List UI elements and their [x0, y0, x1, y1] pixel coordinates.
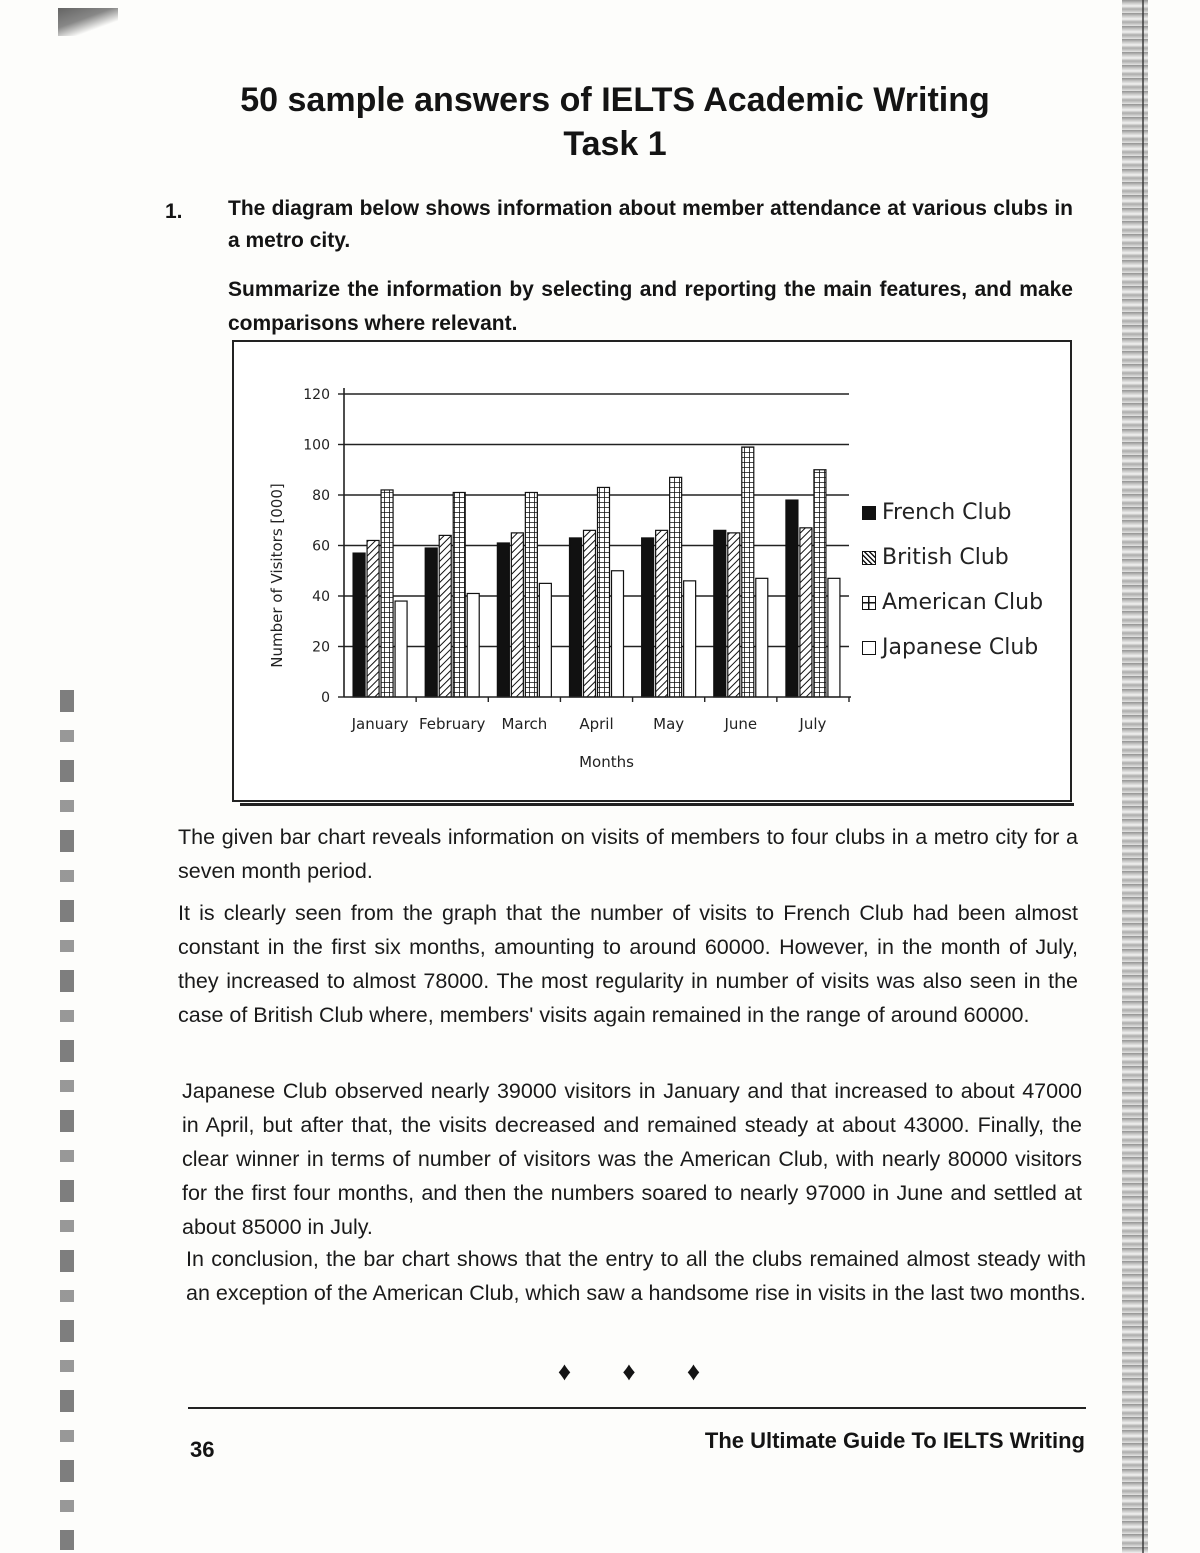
bar-french-club-march: [497, 543, 509, 697]
question-text: The diagram below shows information about member attendance at various clubs in a metro city.: [228, 197, 1073, 252]
footer-rule: [188, 1407, 1086, 1409]
legend-item-japanese-club: [862, 625, 1043, 670]
footer-book-title: The Ultimate Guide To IELTS Writing: [704, 1428, 1085, 1453]
bar-british-club-june: [728, 533, 740, 697]
bar-japanese-club-april: [612, 571, 624, 697]
chart-frame: [232, 340, 1072, 802]
legend-swatch-american-club: [862, 596, 876, 610]
y-tick-label: 100: [303, 437, 330, 454]
x-tick-label: January: [351, 715, 409, 733]
bar-american-club-january: [381, 490, 393, 697]
legend-label: Japanese Club: [882, 635, 1039, 660]
bar-british-club-may: [656, 530, 668, 697]
bar-french-club-april: [570, 538, 582, 697]
legend-label: British Club: [882, 545, 1009, 570]
x-tick-label: April: [579, 715, 614, 733]
scan-artifact-left-edge: [60, 690, 74, 1550]
answer-paragraph-3: Japanese Club observed nearly 39000 visitors in January and that increased to about 47000 in April, but after that, the visits decreased and remained steady at about 43000. Finally, the clear winner in terms of number of visitors was the American Club, with nearly 80000 visitors for the first four months, and then the numbers soared to nearly 97000 in June and settled at about 85000 in July.: [182, 1079, 1082, 1239]
scan-artifact-right-line: [1142, 0, 1144, 1553]
bar-british-club-july: [800, 528, 812, 697]
x-tick-label: May: [653, 715, 685, 733]
legend-label: French Club: [882, 500, 1012, 525]
diamond-divider-icons: ♦ ♦ ♦: [557, 1356, 723, 1386]
bar-british-club-march: [511, 533, 523, 697]
bar-japanese-club-june: [756, 578, 768, 697]
bar-french-club-january: [353, 553, 365, 697]
bar-japanese-club-february: [467, 593, 479, 697]
bar-french-club-june: [714, 530, 726, 697]
scan-artifact-right-edge: [1122, 0, 1148, 1553]
bar-japanese-club-january: [395, 601, 407, 697]
page-title-line-2: Task 1: [563, 125, 667, 163]
bar-french-club-may: [642, 538, 654, 697]
y-tick-label: 80: [312, 488, 330, 504]
y-tick-label: 20: [312, 639, 330, 656]
chart-legend: [862, 490, 1043, 670]
bar-british-club-january: [367, 540, 379, 697]
y-tick-label: 60: [312, 538, 330, 555]
legend-swatch-british-club: [862, 551, 876, 565]
page-title: [180, 78, 1050, 166]
page-number: 36: [190, 1437, 215, 1462]
x-tick-label: July: [799, 715, 827, 733]
bar-french-club-february: [425, 548, 437, 697]
bar-japanese-club-march: [539, 583, 551, 697]
bar-british-club-april: [584, 530, 596, 697]
legend-item-british-club: [862, 535, 1043, 580]
bar-american-club-july: [814, 470, 826, 697]
bar-american-club-june: [742, 447, 754, 697]
scan-artifact-corner: [58, 8, 118, 36]
question-number: 1.: [165, 200, 183, 223]
legend-item-french-club: [862, 490, 1043, 535]
legend-swatch-japanese-club: [862, 641, 876, 655]
legend-swatch-french-club: [862, 506, 876, 520]
page-title-line-1: 50 sample answers of IELTS Academic Writing: [240, 81, 990, 119]
x-tick-label: March: [501, 715, 548, 733]
answer-paragraph-1: The given bar chart reveals information on visits of members to four clubs in a metro city for a seven month period.: [178, 825, 1078, 883]
answer-paragraph-2: It is clearly seen from the graph that the number of visits to French Club had been almost constant in the first six months, amounting to around 60000. However, in the month of July, they increased to almost 78000. The most regularity in number of visits was also seen in the case of British Club where, members' visits again remained in the range of around 60000.: [178, 901, 1078, 1027]
bar-japanese-club-july: [828, 578, 840, 697]
instruction-text: Summarize the information by selecting and reporting the main features, and make comparisons where relevant.: [228, 278, 1073, 335]
bar-american-club-march: [525, 492, 537, 697]
bar-american-club-may: [670, 477, 682, 697]
y-tick-label: 120: [303, 387, 330, 403]
bar-american-club-february: [453, 492, 465, 697]
bar-american-club-april: [598, 487, 610, 697]
legend-label: American Club: [882, 590, 1044, 615]
bar-japanese-club-may: [684, 581, 696, 697]
y-tick-label: 40: [312, 589, 330, 605]
bar-british-club-february: [439, 535, 451, 697]
y-axis-title: Number of Visitors [000]: [268, 483, 286, 668]
x-tick-label: June: [724, 715, 758, 733]
x-tick-label: February: [418, 715, 486, 733]
answer-paragraph-4: In conclusion, the bar chart shows that the entry to all the clubs remained almost steady with an exception of the American Club, which saw a handsome rise in visits in the last two months.: [186, 1247, 1086, 1305]
legend-item-american-club: [862, 580, 1043, 625]
bar-french-club-july: [786, 500, 798, 697]
x-axis-title: Months: [579, 753, 634, 771]
y-tick-label: 0: [321, 690, 330, 706]
